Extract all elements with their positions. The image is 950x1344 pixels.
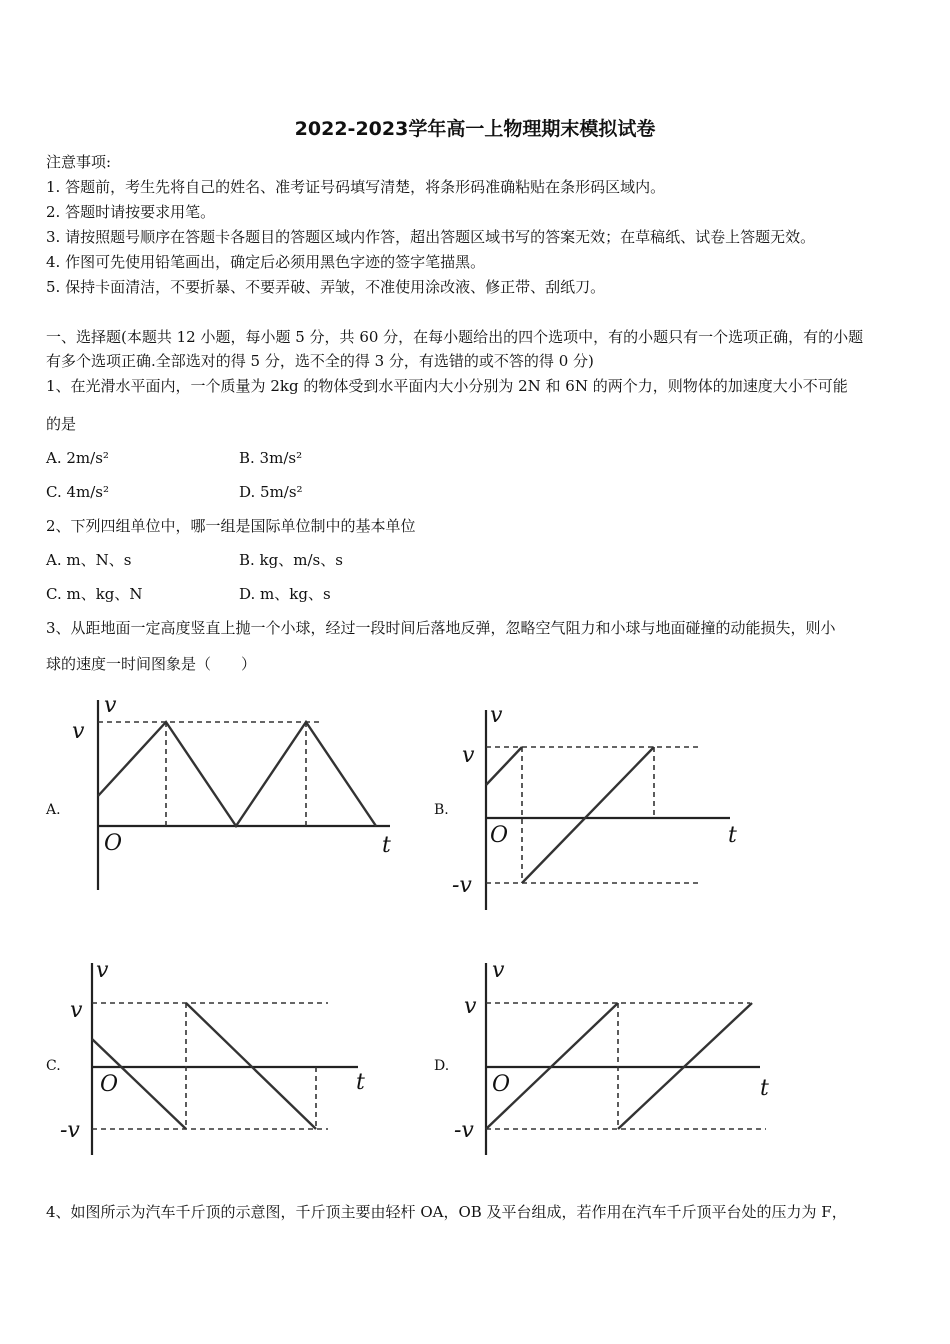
label-v: v xyxy=(70,998,83,1023)
label-neg-v: -v xyxy=(452,873,472,898)
label-origin: O xyxy=(100,1072,119,1097)
notice-item: 1. 答题前，考生先将自己的姓名、准考证号码填写清楚，将条形码准确粘贴在条形码区域内。 xyxy=(46,178,666,196)
q2-option-c: C. m、kg、N xyxy=(46,585,143,603)
q2-option-d: D. m、kg、s xyxy=(239,585,331,603)
q3-graph-b xyxy=(450,700,750,915)
velocity-line xyxy=(98,722,376,826)
section-heading: 一、选择题(本题共 12 小题，每小题 5 分，共 60 分，在每小题给出的四个选项中，有的小题只有一个选项正确，有的小题 xyxy=(46,328,864,346)
axis-label-t: t xyxy=(728,823,737,848)
axis-label-t: t xyxy=(382,833,391,858)
q3-graph-a xyxy=(60,690,410,900)
axis-label-v: v xyxy=(492,958,505,983)
q3-option-a-label: A. xyxy=(46,802,61,818)
velocity-line-rise xyxy=(486,747,522,785)
label-v: v xyxy=(464,994,477,1019)
q2-option-b: B. kg、m/s、s xyxy=(239,551,343,569)
q3-option-c-label: C. xyxy=(46,1058,61,1074)
q3-option-d-label: D. xyxy=(434,1058,450,1074)
q2-option-a: A. m、N、s xyxy=(46,551,132,569)
q1-option-a: A. 2m/s² xyxy=(46,449,109,467)
q2-stem: 2、下列四组单位中，哪一组是国际单位制中的基本单位 xyxy=(46,517,416,535)
page-title: 2022-2023学年高一上物理期末模拟试卷 xyxy=(294,118,656,140)
velocity-line-main xyxy=(522,747,654,883)
q1-stem: 1、在光滑水平面内，一个质量为 2kg 的物体受到水平面内大小分别为 2N 和 6N 的两个力，则物体的加速度大小不可能 xyxy=(46,377,848,395)
axis-label-t: t xyxy=(760,1076,769,1101)
section-heading-cont: 有多个选项正确.全部选对的得 5 分，选不全的得 3 分，有选错的或不答的得 0 分) xyxy=(46,352,594,370)
label-origin: O xyxy=(490,823,509,848)
axis-label-v: v xyxy=(104,693,117,718)
notice-heading: 注意事项: xyxy=(46,153,112,171)
q3-graph-d xyxy=(450,955,780,1160)
label-neg-v: -v xyxy=(454,1118,474,1143)
axis-label-v: v xyxy=(96,958,109,983)
notice-item: 2. 答题时请按要求用笔。 xyxy=(46,203,216,221)
q3-stem: 3、从距地面一定高度竖直上抛一个小球，经过一段时间后落地反弹，忽略空气阻力和小球与地面碰撞的动能损失，则小 xyxy=(46,619,836,637)
axis-label-v: v xyxy=(490,703,503,728)
notice-item: 4. 作图可先使用铅笔画出，确定后必须用黑色字迹的签字笔描黑。 xyxy=(46,253,486,271)
q3-graph-c xyxy=(58,955,378,1160)
q1-stem-cont: 的是 xyxy=(46,415,77,433)
notice-item: 3. 请按照题号顺序在答题卡各题目的答题区域内作答，超出答题区域书写的答案无效；在草稿纸、试卷上答题无效。 xyxy=(46,228,816,246)
label-v: v xyxy=(462,743,475,768)
q3-option-b-label: B. xyxy=(434,802,449,818)
notice-item: 5. 保持卡面清洁，不要折暴、不要弄破、弄皱，不准使用涂改液、修正带、刮纸刀。 xyxy=(46,278,606,296)
q1-option-c: C. 4m/s² xyxy=(46,483,110,501)
axis-label-t: t xyxy=(356,1070,365,1095)
label-origin: O xyxy=(492,1072,511,1097)
q4-stem: 4、如图所示为汽车千斤顶的示意图，千斤顶主要由轻杆 OA，OB 及平台组成，若作用在汽车千斤顶平台处的压力为 F， xyxy=(46,1203,847,1221)
label-neg-v: -v xyxy=(60,1118,80,1143)
q1-option-d: D. 5m/s² xyxy=(239,483,303,501)
q1-option-b: B. 3m/s² xyxy=(239,449,303,467)
label-origin: O xyxy=(104,831,123,856)
q3-stem-cont: 球的速度一时间图象是（ ） xyxy=(46,655,257,673)
label-v: v xyxy=(72,719,85,744)
